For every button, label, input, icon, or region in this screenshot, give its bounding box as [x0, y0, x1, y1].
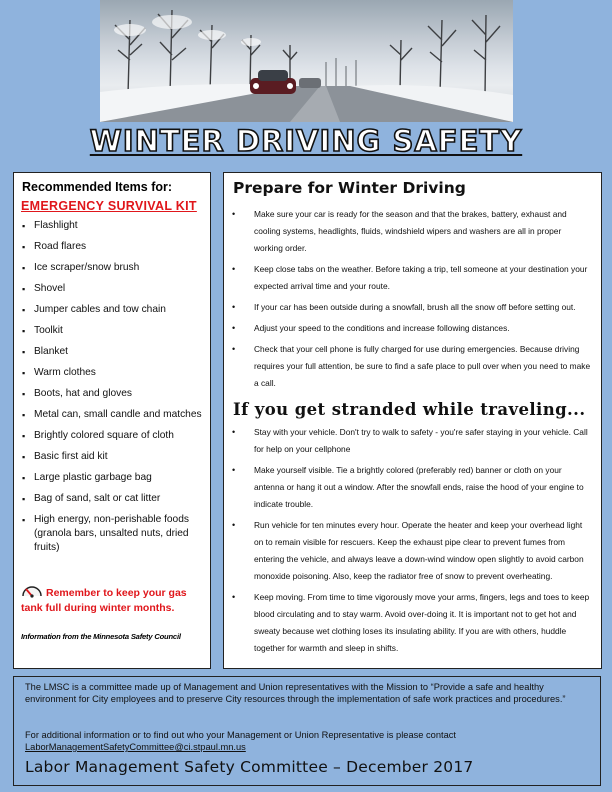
committee-signature: Labor Management Safety Committee – December 2017 — [25, 758, 474, 776]
info-credit: Information from the Minnesota Safety Council — [21, 632, 181, 641]
stranded-heading: If you get stranded while traveling... — [233, 400, 586, 419]
kit-item: ▪ Basic first aid kit — [22, 450, 207, 471]
kit-item: ▪ Shovel — [22, 282, 207, 303]
kit-item: ▪ Brightly colored square of cloth — [22, 429, 207, 450]
prepare-item: • If your car has been outside during a snowfall, brush all the snow off before setting out. — [232, 299, 592, 316]
kit-item: ▪ Jumper cables and tow chain — [22, 303, 207, 324]
kit-heading: Recommended Items for: — [22, 180, 173, 194]
kit-item: ▪ Blanket — [22, 345, 207, 366]
kit-item: ▪ Warm clothes — [22, 366, 207, 387]
stranded-item: • Stay with your vehicle. Don't try to walk to safety - you're safer staying in your vehicle. Call for help on your cellphone — [232, 424, 592, 458]
kit-item: ▪ Bag of sand, salt or cat litter — [22, 492, 207, 513]
prepare-item: • Adjust your speed to the conditions and increase following distances. — [232, 320, 592, 337]
kit-item: ▪ Road flares — [22, 240, 207, 261]
kit-item: ▪ Large plastic garbage bag — [22, 471, 207, 492]
tips-panel — [223, 172, 602, 669]
committee-footer — [13, 676, 601, 786]
hero-snowy-road-image — [100, 0, 513, 122]
stranded-item: • Run vehicle for ten minutes every hour. Operate the heater and keep your overhead light on to remain visible for rescuers. Keep the exhaust pipe clear to prevent fumes from entering the vehicle, and always leave a down-wind window open slightly to avoid carbon monoxide poisoning. Also, keep the radiator free of snow to prevent overheating. — [232, 517, 592, 585]
contact-text: For additional information or to find out who your Management or Union Representative is please contact — [25, 730, 456, 740]
kit-subheading: EMERGENCY SURVIVAL KIT — [21, 199, 197, 213]
gas-reminder-text: Remember to keep your gas tank full during winter months. — [21, 587, 187, 614]
prepare-item: • Check that your cell phone is fully charged for use during emergencies. Because driving requires your full attention, be sure to find a safe place to pull over when you need to make a call. — [232, 341, 592, 392]
snowy-road-illustration — [100, 0, 513, 122]
prepare-list — [232, 206, 592, 396]
contact-info — [25, 729, 590, 753]
page-title: WINTER DRIVING SAFETY — [89, 124, 523, 158]
mission-statement: The LMSC is a committee made up of Management and Union representatives with the Mission to “Provide a safe and healthy environment for City employees and to preserve City resources through the implementation of safe work practices and procedures.” — [25, 682, 566, 704]
prepare-heading: Prepare for Winter Driving — [233, 179, 466, 197]
stranded-item: • Make yourself visible. Tie a brightly colored (preferably red) banner or cloth on your antenna or hang it out a window. After the snowfall ends, raise the hood of your engine to indicate trouble. — [232, 462, 592, 513]
stranded-item: • Keep moving. From time to time vigorously move your arms, fingers, legs and toes to keep blood circulating and to stay warm. Avoid over-doing it. It is important not to get hot and sweaty because wet clothing loses its insulating ability. If you are with others, huddle together for warmth and sleep in shifts. — [232, 589, 592, 657]
fuel-gauge-icon — [21, 581, 43, 599]
prepare-item: • Keep close tabs on the weather. Before taking a trip, tell someone at your destination your expected arrival time and your route. — [232, 261, 592, 295]
kit-item: ▪ Metal can, small candle and matches — [22, 408, 207, 429]
stranded-list — [232, 424, 592, 661]
prepare-item: • Make sure your car is ready for the season and that the brakes, battery, exhaust and cooling systems, headlights, fluids, windshield wipers and washers are all in proper working order. — [232, 206, 592, 257]
kit-item: ▪ Flashlight — [22, 219, 207, 240]
kit-item: ▪ High energy, non-perishable foods (granola bars, unsalted nuts, dried fruits) — [22, 513, 207, 555]
kit-item: ▪ Toolkit — [22, 324, 207, 345]
kit-list — [22, 219, 207, 555]
email-link[interactable]: LaborManagementSafetyCommittee@ci.stpaul.mn.us — [25, 742, 246, 752]
survival-kit-panel — [13, 172, 211, 669]
kit-item: ▪ Ice scraper/snow brush — [22, 261, 207, 282]
kit-item: ▪ Boots, hat and gloves — [22, 387, 207, 408]
gas-reminder — [21, 581, 206, 616]
